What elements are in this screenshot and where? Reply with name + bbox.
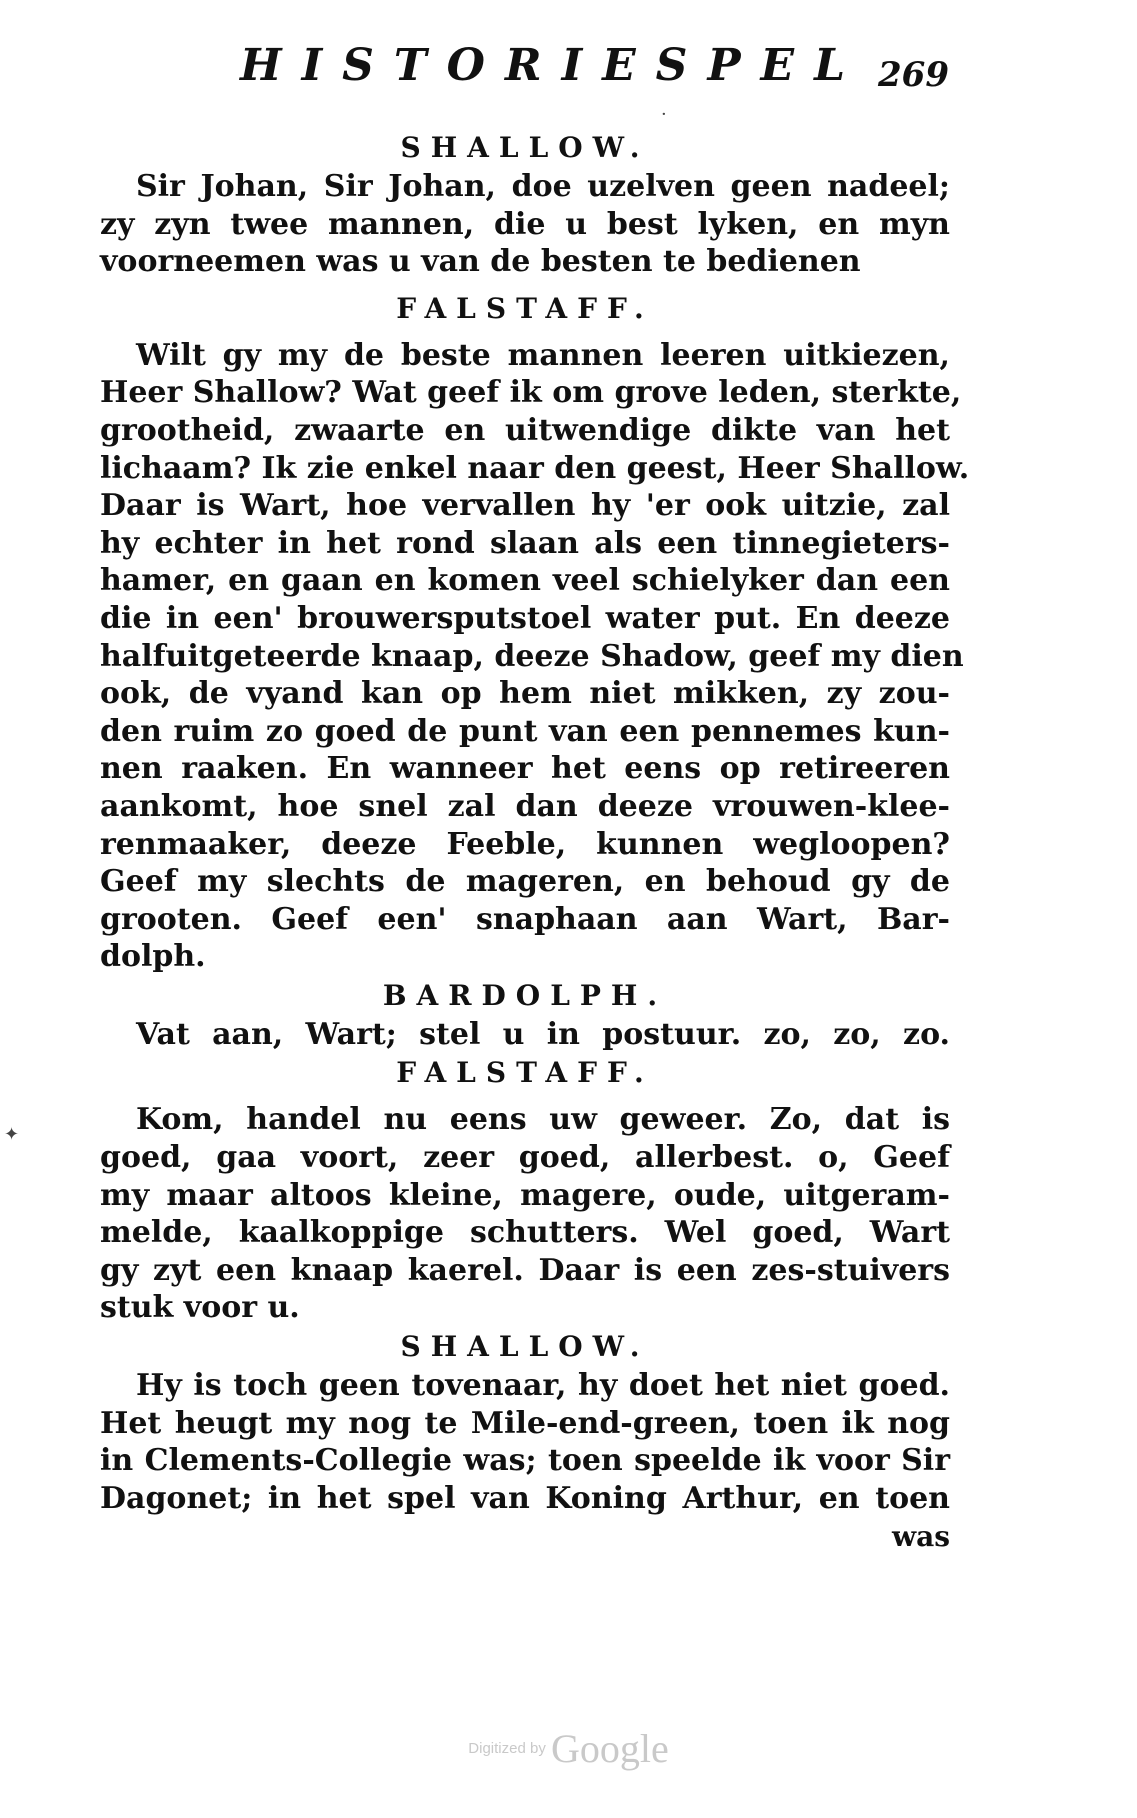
text-line: Wilt gy my de beste mannen leeren uitkiezen, xyxy=(136,337,950,373)
text-line: gy zyt een knaap kaerel. Daar is een zes-stuivers xyxy=(100,1252,950,1288)
text-line: hy echter in het rond slaan als een tinnegieters- xyxy=(100,525,950,561)
speaker-heading: SHALLOW. xyxy=(400,131,650,164)
text-line: Sir Johan, Sir Johan, doe uzelven geen nadeel; xyxy=(136,169,950,204)
text-line: Geef my slechts de mageren, en behoud gy de xyxy=(100,864,950,900)
text-line: lichaam? Ik zie enkel naar den geest, Heer Shallow. xyxy=(100,450,970,486)
text-line: hamer, en gaan en komen veel schielyker dan een xyxy=(100,563,950,599)
text-line: my maar altoos kleine, magere, oude, uitgeram- xyxy=(100,1177,950,1213)
text-line: Heer Shallow? Wat geef ik om grove leden, sterkte, xyxy=(100,375,962,411)
text-line: dolph. xyxy=(100,939,206,975)
text-line: melde, kaalkoppige schutters. Wel goed, Wart xyxy=(100,1215,950,1251)
text-line: renmaaker, deeze Feeble, kunnen wegloopen? xyxy=(100,826,950,862)
play-text xyxy=(100,128,970,1557)
speaker-heading: FALSTAFF. xyxy=(396,291,654,325)
text-line: die in een' brouwersputstoel water put. En deeze xyxy=(100,600,950,636)
scan-speck: ✦ xyxy=(4,1124,20,1145)
text-line: voorneemen was u van de besten te bedienen xyxy=(100,244,861,280)
catchword: was xyxy=(891,1520,950,1554)
text-line: Hy is toch geen tovenaar, hy doet het niet goed. xyxy=(136,1368,950,1404)
text-line: aankomt, hoe snel zal dan deeze vrouwen-klee- xyxy=(100,788,950,824)
text-line: Vat aan, Wart; stel u in postuur. zo, zo, zo. xyxy=(136,1016,950,1052)
text-line: goed, gaa voort, zeer goed, allerbest. o, Geef xyxy=(100,1140,950,1176)
speaker-heading: SHALLOW. xyxy=(400,1330,650,1364)
page-number: 269 xyxy=(878,55,949,95)
text-line: zy zyn twee mannen, die u best lyken, en myn xyxy=(100,206,950,242)
text-line: ook, de vyand kan op hem niet mikken, zy zou- xyxy=(100,676,950,712)
text-line: den ruim zo goed de punt van een pennemes kun- xyxy=(100,713,950,749)
text-line: Daar is Wart, hoe vervallen hy 'er ook uitzie, zal xyxy=(100,488,950,524)
digitization-watermark xyxy=(0,1725,1137,1772)
running-title: HISTORIESPEL xyxy=(240,40,866,91)
text-line: nen raaken. En wanneer het eens op retireeren xyxy=(100,751,950,787)
text-line: Het heugt my nog te Mile-end-green, toen ik nog xyxy=(100,1405,950,1441)
text-line: halfuitgeteerde knaap, deeze Shadow, geef my dien xyxy=(100,638,964,674)
text-line: grootheid, zwaarte en uitwendige dikte van het xyxy=(100,412,950,448)
google-logo: Google xyxy=(550,1726,669,1771)
speaker-heading: FALSTAFF. xyxy=(396,1056,654,1090)
text-line: stuk voor u. xyxy=(100,1290,300,1326)
text-line: Dagonet; in het spel van Koning Arthur, en toen xyxy=(100,1480,950,1516)
scan-speck: · xyxy=(661,104,667,125)
text-line: in Clements-Collegie was; toen speelde ik voor Sir xyxy=(100,1443,950,1479)
watermark-prefix: Digitized by xyxy=(468,1740,546,1757)
text-line: grooten. Geef een' snaphaan aan Wart, Bar- xyxy=(100,901,950,937)
speaker-heading: BARDOLPH. xyxy=(382,978,668,1012)
text-line: Kom, handel nu eens uw geweer. Zo, dat is xyxy=(136,1102,950,1138)
